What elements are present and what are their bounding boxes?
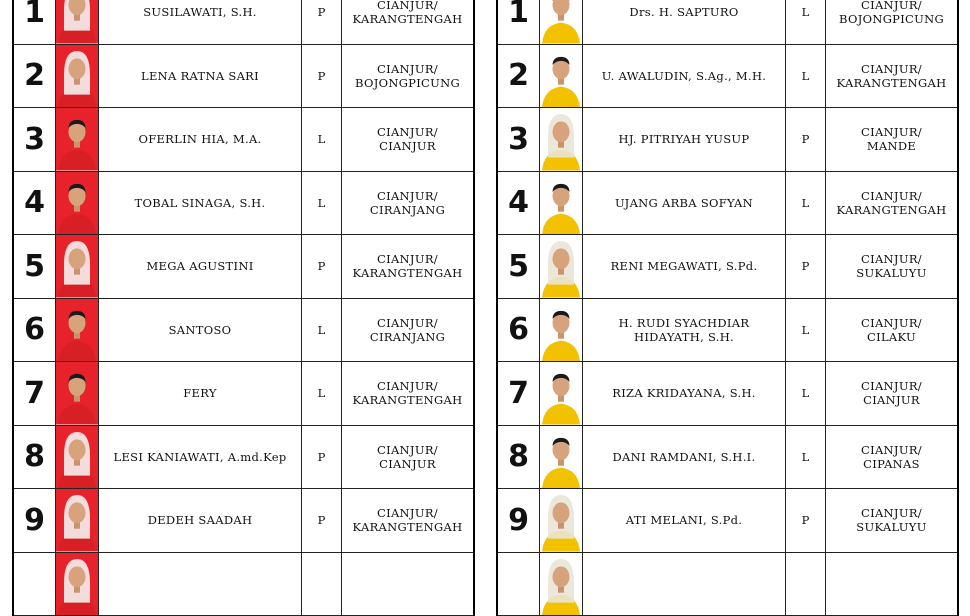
candidate-photo [56, 108, 99, 171]
address-line-2: CILAKU [867, 330, 916, 344]
address-line-1: CIANJUR/ [377, 252, 438, 266]
address-line-1: CIANJUR/ [377, 443, 438, 457]
address-line-1: CIANJUR/ [861, 125, 922, 139]
empty-cell [342, 553, 473, 616]
address-line-1: CIANJUR/ [861, 189, 922, 203]
table-row [14, 362, 473, 426]
candidate-name: U. AWALUDIN, S.Ag., M.H. [583, 45, 786, 108]
candidate-gender: P [302, 426, 342, 489]
candidate-address [342, 362, 473, 425]
candidate-gender: P [302, 235, 342, 298]
table-row [498, 235, 957, 299]
empty-cell [498, 553, 540, 616]
candidate-number: 5 [14, 235, 56, 298]
address-line-2: KARANGTENGAH [837, 203, 947, 217]
empty-cell [14, 553, 56, 616]
candidate-photo [540, 362, 583, 425]
candidate-address [826, 108, 957, 171]
empty-cell [302, 553, 342, 616]
candidate-address [826, 235, 957, 298]
address-line-1: CIANJUR/ [377, 62, 438, 76]
candidate-photo [56, 489, 99, 552]
candidate-number: 3 [14, 108, 56, 171]
candidate-number: 8 [498, 426, 540, 489]
address-line-2: KARANGTENGAH [353, 266, 463, 280]
candidate-name: TOBAL SINAGA, S.H. [99, 172, 302, 235]
candidate-gender: L [302, 299, 342, 362]
table-row [498, 362, 957, 426]
candidate-photo [56, 426, 99, 489]
address-line-1: CIANJUR/ [861, 62, 922, 76]
candidate-photo [540, 0, 583, 44]
table-row [14, 489, 473, 553]
candidate-gender: L [302, 362, 342, 425]
candidate-number: 1 [498, 0, 540, 44]
address-line-1: CIANJUR/ [377, 0, 438, 12]
candidate-number: 2 [498, 45, 540, 108]
address-line-2: BOJONGPICUNG [839, 12, 944, 26]
address-line-1: CIANJUR/ [377, 189, 438, 203]
candidate-photo [540, 235, 583, 298]
candidate-photo [56, 0, 99, 44]
table-row [14, 45, 473, 109]
candidate-number: 4 [498, 172, 540, 235]
candidate-address [342, 0, 473, 44]
address-line-1: CIANJUR/ [861, 506, 922, 520]
empty-cell [583, 553, 786, 616]
candidate-name: Drs. H. SAPTURO [583, 0, 786, 44]
table-row-partial [14, 553, 473, 616]
candidate-name: SANTOSO [99, 299, 302, 362]
candidate-address [826, 362, 957, 425]
candidate-number: 1 [14, 0, 56, 44]
address-line-2: CIRANJANG [370, 203, 445, 217]
candidate-number: 4 [14, 172, 56, 235]
candidate-number: 9 [498, 489, 540, 552]
candidate-photo [540, 108, 583, 171]
candidate-gender: L [786, 45, 826, 108]
table-row [498, 489, 957, 553]
address-line-2: BOJONGPICUNG [355, 76, 460, 90]
address-line-2: MANDE [867, 139, 916, 153]
empty-cell [540, 553, 583, 616]
candidate-table-left [12, 0, 475, 616]
candidate-address [342, 108, 473, 171]
candidate-gender: P [786, 108, 826, 171]
candidate-name: OFERLIN HIA, M.A. [99, 108, 302, 171]
table-row [14, 0, 473, 45]
candidate-gender: P [786, 235, 826, 298]
candidate-name: SUSILAWATI, S.H. [99, 0, 302, 44]
candidate-name: LENA RATNA SARI [99, 45, 302, 108]
candidate-address [342, 299, 473, 362]
candidate-number: 6 [14, 299, 56, 362]
table-row [498, 172, 957, 236]
candidate-address [826, 426, 957, 489]
candidate-name: DANI RAMDANI, S.H.I. [583, 426, 786, 489]
candidate-name: H. RUDI SYACHDIAR HIDAYATH, S.H. [583, 299, 786, 362]
address-line-2: CIANJUR [379, 139, 436, 153]
candidate-number: 3 [498, 108, 540, 171]
candidate-name: UJANG ARBA SOFYAN [583, 172, 786, 235]
address-line-1: CIANJUR/ [861, 379, 922, 393]
candidate-address [826, 0, 957, 44]
table-row [14, 108, 473, 172]
address-line-2: CIRANJANG [370, 330, 445, 344]
candidate-photo [540, 299, 583, 362]
candidate-table-right [496, 0, 959, 616]
candidate-photo [540, 489, 583, 552]
candidate-gender: P [302, 489, 342, 552]
candidate-name: DEDEH SAADAH [99, 489, 302, 552]
candidate-gender: L [302, 172, 342, 235]
empty-cell [786, 553, 826, 616]
candidate-photo [56, 172, 99, 235]
address-line-1: CIANJUR/ [861, 0, 922, 12]
candidate-photo [56, 362, 99, 425]
table-row [498, 0, 957, 45]
table-row [498, 299, 957, 363]
address-line-2: CIPANAS [863, 457, 920, 471]
candidate-number: 7 [498, 362, 540, 425]
candidate-address [342, 45, 473, 108]
address-line-2: KARANGTENGAH [353, 393, 463, 407]
candidate-gender: L [302, 108, 342, 171]
table-row [14, 172, 473, 236]
candidate-gender: L [786, 299, 826, 362]
address-line-1: CIANJUR/ [377, 316, 438, 330]
address-line-2: CIANJUR [379, 457, 436, 471]
table-row [14, 426, 473, 490]
candidate-name: RENI MEGAWATI, S.Pd. [583, 235, 786, 298]
address-line-2: SUKALUYU [856, 266, 926, 280]
candidate-address [826, 45, 957, 108]
address-line-1: CIANJUR/ [861, 316, 922, 330]
address-line-1: CIANJUR/ [377, 125, 438, 139]
table-row [14, 235, 473, 299]
address-line-2: CIANJUR [863, 393, 920, 407]
candidate-number: 2 [14, 45, 56, 108]
candidate-gender: P [786, 489, 826, 552]
address-line-1: CIANJUR/ [377, 379, 438, 393]
address-line-2: KARANGTENGAH [837, 76, 947, 90]
candidate-address [826, 172, 957, 235]
candidate-number: 7 [14, 362, 56, 425]
candidate-address [342, 426, 473, 489]
candidate-address [342, 172, 473, 235]
address-line-2: KARANGTENGAH [353, 520, 463, 534]
empty-cell [99, 553, 302, 616]
table-row [14, 299, 473, 363]
candidate-name: RIZA KRIDAYANA, S.H. [583, 362, 786, 425]
address-line-2: SUKALUYU [856, 520, 926, 534]
candidate-number: 6 [498, 299, 540, 362]
table-row-partial [498, 553, 957, 616]
candidate-photo [56, 299, 99, 362]
table-row [498, 426, 957, 490]
address-line-1: CIANJUR/ [861, 252, 922, 266]
candidate-number: 9 [14, 489, 56, 552]
candidate-gender: L [786, 0, 826, 44]
candidate-name: ATI MELANI, S.Pd. [583, 489, 786, 552]
candidate-name: FERY [99, 362, 302, 425]
empty-cell [826, 553, 957, 616]
candidate-photo [540, 426, 583, 489]
candidate-name: MEGA AGUSTINI [99, 235, 302, 298]
table-row [498, 108, 957, 172]
candidate-gender: L [786, 362, 826, 425]
address-line-2: KARANGTENGAH [353, 12, 463, 26]
candidate-address [342, 235, 473, 298]
candidate-gender: L [786, 426, 826, 489]
candidate-number: 5 [498, 235, 540, 298]
candidate-gender: P [302, 45, 342, 108]
candidate-name: LESI KANIAWATI, A.md.Kep [99, 426, 302, 489]
candidate-gender: P [302, 0, 342, 44]
candidate-name: HJ. PITRIYAH YUSUP [583, 108, 786, 171]
candidate-photo [540, 45, 583, 108]
candidate-address [826, 489, 957, 552]
candidate-address [826, 299, 957, 362]
candidate-photo [540, 172, 583, 235]
candidate-address [342, 489, 473, 552]
empty-cell [56, 553, 99, 616]
candidate-gender: L [786, 172, 826, 235]
candidate-number: 8 [14, 426, 56, 489]
table-row [498, 45, 957, 109]
candidate-photo [56, 235, 99, 298]
candidate-photo [56, 45, 99, 108]
address-line-1: CIANJUR/ [377, 506, 438, 520]
address-line-1: CIANJUR/ [861, 443, 922, 457]
